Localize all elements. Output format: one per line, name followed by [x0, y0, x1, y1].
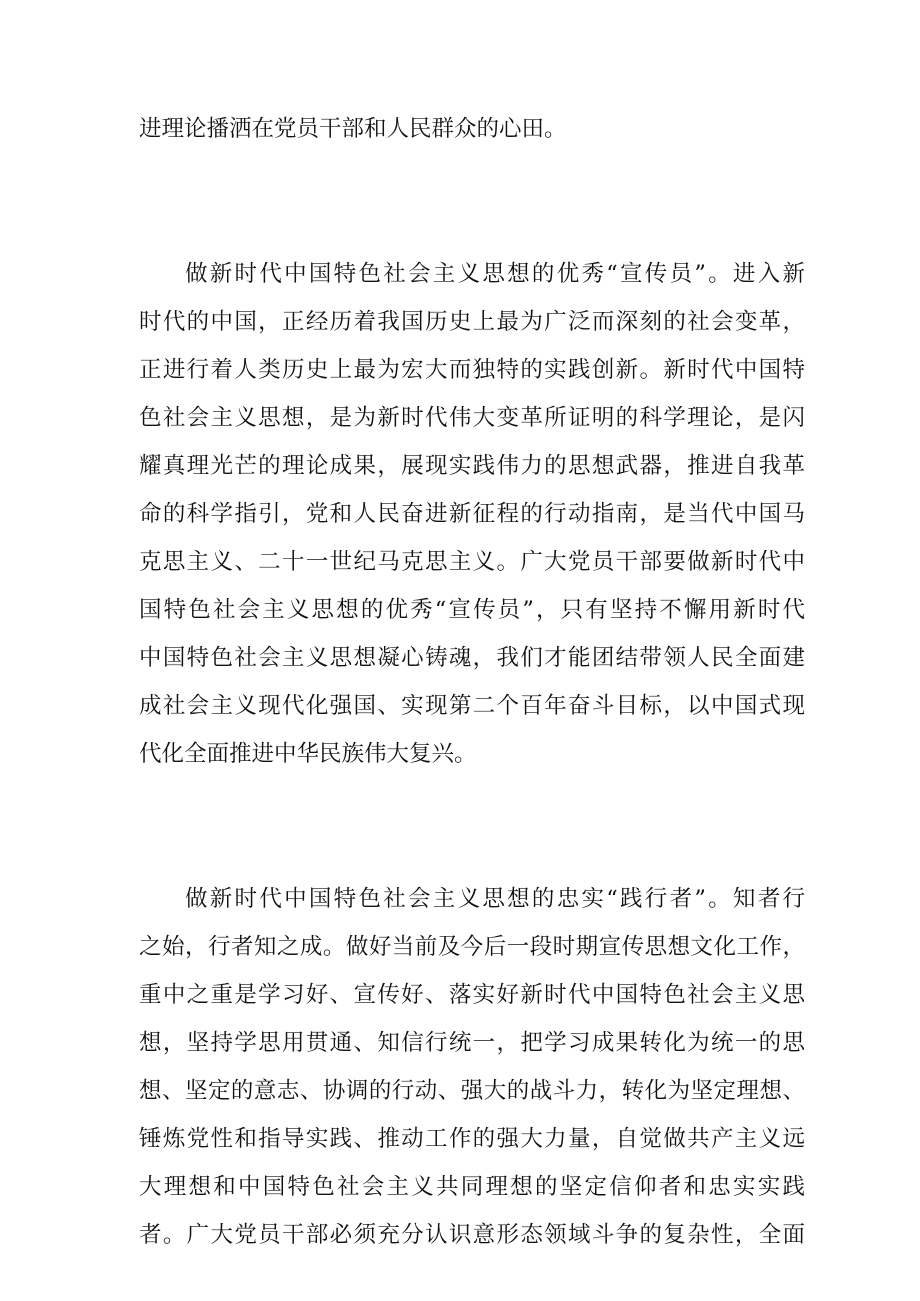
text-line: 代化全面推进中华民族伟大复兴。: [139, 741, 477, 767]
text-line: 时代的中国，正经历着我国历史上最为广泛而深刻的社会变革，: [139, 309, 805, 335]
text-line: 进理论播洒在党员干部和人民群众的心田。: [139, 116, 567, 142]
text-line: 锤炼党性和指导实践、推动工作的强大力量，自觉做共产主义远: [139, 1126, 805, 1152]
text-line: 国特色社会主义思想的优秀“宣传员”，只有坚持不懈用新时代: [139, 597, 805, 623]
text-line: 者。广大党员干部必须充分认识意形态领域斗争的复杂性，全面: [139, 1222, 805, 1248]
text-line: 克思主义、二十一世纪马克思主义。广大党员干部要做新时代中: [139, 549, 805, 575]
text-line: 耀真理光芒的理论成果，展现实践伟力的思想武器，推进自我革: [139, 453, 805, 479]
paragraph-continuation: [139, 105, 805, 153]
document-body: [139, 105, 805, 1259]
paragraph-propagandist: [139, 250, 805, 778]
text-line: 想，坚持学思用贯通、知信行统一，把学习成果转化为统一的思: [139, 1030, 805, 1056]
text-line: 之始，行者知之成。做好当前及今后一段时期宣传思想文化工作，: [139, 934, 805, 960]
paragraph-gap: [139, 778, 805, 875]
paragraph-practitioner: [139, 875, 805, 1259]
text-line: 做新时代中国特色社会主义思想的优秀“宣传员”。进入新: [185, 261, 805, 287]
text-line: 重中之重是学习好、宣传好、落实好新时代中国特色社会主义思: [139, 982, 805, 1008]
text-line: 正进行着人类历史上最为宏大而独特的实践创新。新时代中国特: [139, 357, 805, 383]
paragraph-gap: [139, 153, 805, 250]
text-line: 大理想和中国特色社会主义共同理想的坚定信仰者和忠实实践: [139, 1174, 805, 1200]
text-line: 成社会主义现代化强国、实现第二个百年奋斗目标，以中国式现: [139, 693, 805, 719]
text-line: 想、坚定的意志、协调的行动、强大的战斗力，转化为坚定理想、: [139, 1078, 805, 1104]
text-line: 中国特色社会主义思想凝心铸魂，我们才能团结带领人民全面建: [139, 645, 805, 671]
text-line: 做新时代中国特色社会主义思想的忠实“践行者”。知者行: [185, 886, 805, 912]
text-line: 命的科学指引，党和人民奋进新征程的行动指南，是当代中国马: [139, 501, 805, 527]
text-line: 色社会主义思想，是为新时代伟大变革所证明的科学理论，是闪: [139, 405, 805, 431]
